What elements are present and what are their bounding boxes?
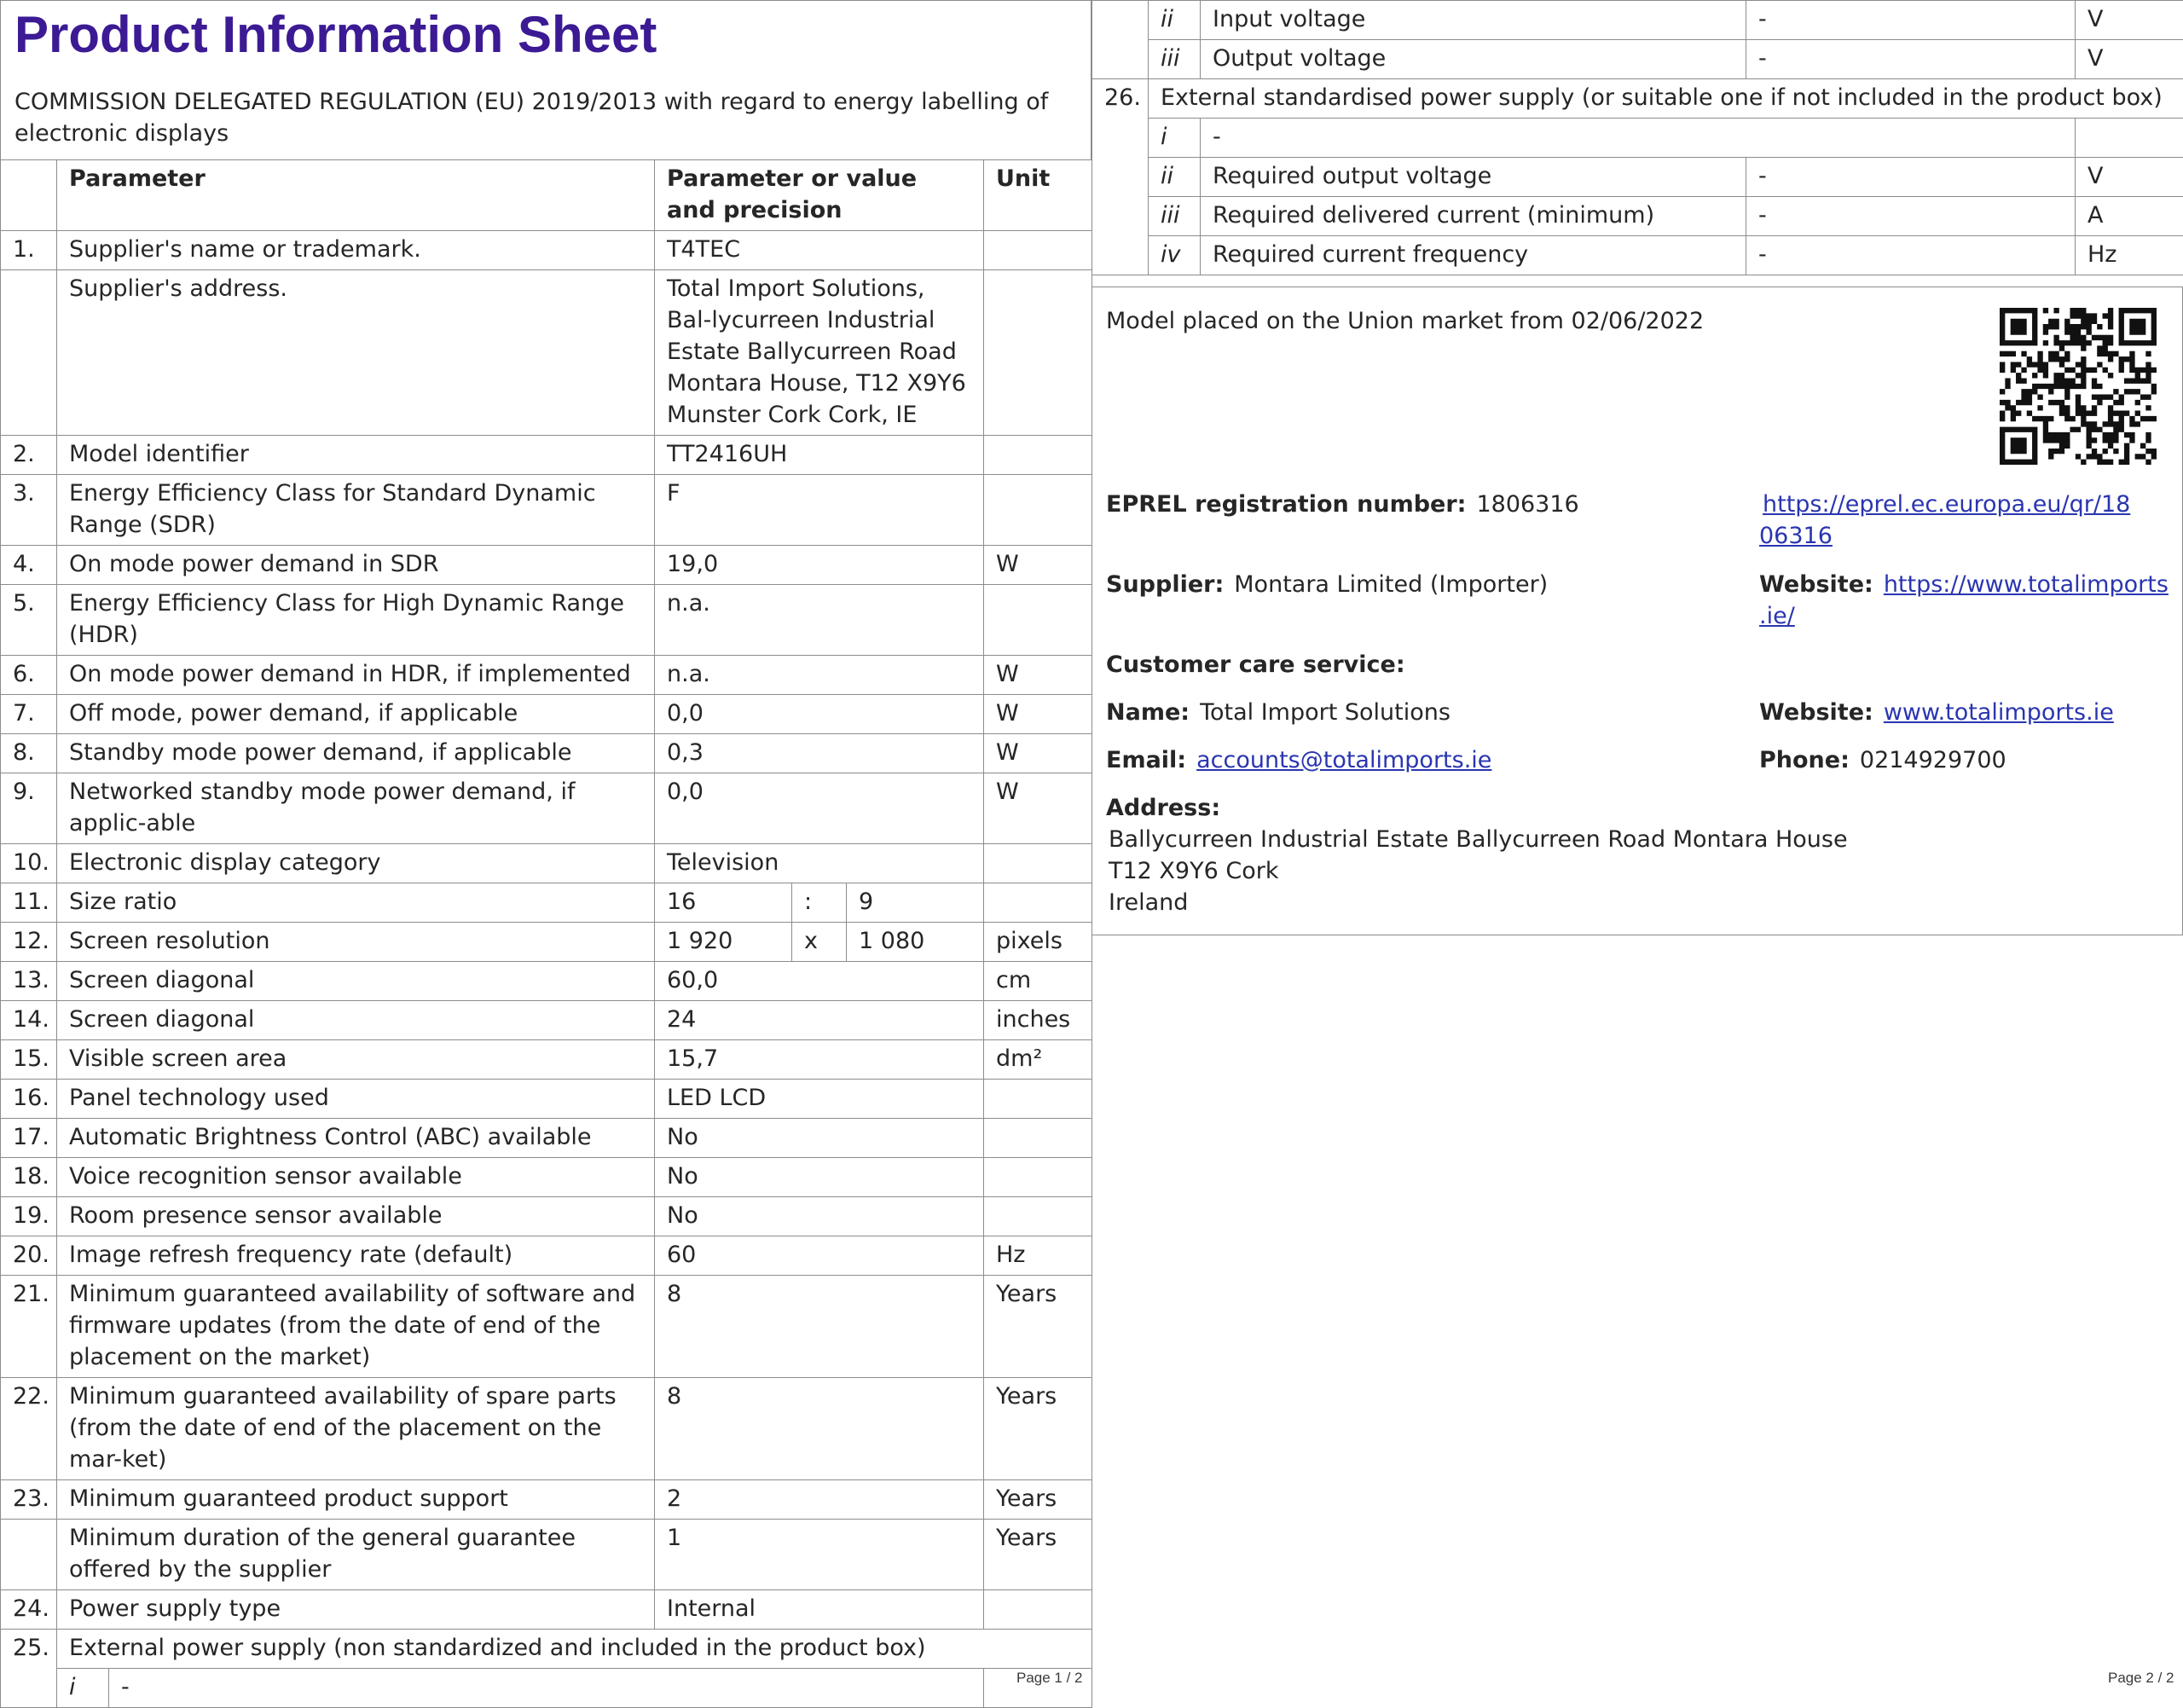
row-number: 10. bbox=[1, 843, 57, 883]
row-number: 15. bbox=[1, 1039, 57, 1079]
row-parameter: Screen diagonal bbox=[57, 961, 655, 1000]
row-value: - bbox=[1746, 236, 2076, 275]
parameter-header: Parameter bbox=[57, 159, 655, 230]
table-row bbox=[1, 1589, 1092, 1629]
row-number: 6. bbox=[1, 655, 57, 694]
eprel-link-part2[interactable]: 06316 bbox=[1759, 523, 1833, 549]
row-value: No bbox=[655, 1118, 984, 1157]
row-unit: inches bbox=[984, 1000, 1092, 1039]
address-block bbox=[1106, 792, 1848, 918]
row-unit bbox=[984, 1079, 1092, 1118]
supplier-address-value: Total Import Solutions, Bal-lycurreen Industrial Estate Ballycurreen Road Montara House, T12 X9Y6 Munster Cork Cork, IE bbox=[655, 269, 984, 435]
row-parameter: Networked standby mode power demand, if applic-able bbox=[57, 773, 655, 843]
row-number: 24. bbox=[1, 1589, 57, 1629]
row-number bbox=[1092, 1, 1149, 79]
customer-care-heading: Customer care service: bbox=[1106, 649, 1416, 680]
row-value: No bbox=[655, 1157, 984, 1196]
address-label: Address: bbox=[1106, 795, 1220, 821]
phone-line bbox=[1759, 744, 2006, 776]
row-unit: W bbox=[984, 655, 1092, 694]
row-unit: dm² bbox=[984, 1039, 1092, 1079]
row-number: 13. bbox=[1, 961, 57, 1000]
row-parameter: Off mode, power demand, if applicable bbox=[57, 694, 655, 733]
table-row bbox=[1, 1236, 1092, 1275]
name-label: Name: bbox=[1106, 699, 1190, 726]
table-row bbox=[1, 843, 1092, 883]
table-row bbox=[1, 1377, 1092, 1479]
eprel-number: 1806316 bbox=[1476, 491, 1578, 518]
row-value: LED LCD bbox=[655, 1079, 984, 1118]
row-value: 60,0 bbox=[655, 961, 984, 1000]
eprel-link[interactable] bbox=[1759, 489, 2160, 552]
row-parameter: Electronic display category bbox=[57, 843, 655, 883]
email-label: Email: bbox=[1106, 747, 1186, 773]
supplier-value: Montara Limited (Importer) bbox=[1234, 571, 1548, 598]
row-value: - bbox=[1746, 1, 2076, 40]
table-row bbox=[1, 1157, 1092, 1196]
eprel-registration bbox=[1106, 489, 1579, 520]
row-value: Television bbox=[655, 843, 984, 883]
external-power-supply-heading: External power supply (non standardized and included in the product box) bbox=[57, 1629, 1092, 1668]
row-parameter: Minimum guaranteed availability of software and firmware updates (from the date of end of the placement on the market) bbox=[57, 1275, 655, 1377]
row-unit: Years bbox=[984, 1275, 1092, 1377]
row-unit: V bbox=[2076, 158, 2183, 197]
parameters-table bbox=[0, 159, 1092, 1708]
table-row bbox=[1092, 119, 2183, 158]
row-value: T4TEC bbox=[655, 230, 984, 269]
row-value: 8 bbox=[655, 1377, 984, 1479]
table-row bbox=[1, 474, 1092, 545]
sub-item-number: iii bbox=[1149, 197, 1201, 236]
table-row bbox=[1092, 40, 2183, 79]
qr-code-icon[interactable] bbox=[2000, 308, 2157, 465]
table-row bbox=[1, 1039, 1092, 1079]
row-number: 2. bbox=[1, 435, 57, 474]
row-parameter: Visible screen area bbox=[57, 1039, 655, 1079]
supplier-line bbox=[1106, 569, 1548, 600]
row-parameter: Standby mode power demand, if applicable bbox=[57, 733, 655, 773]
row-parameter: Energy Efficiency Class for High Dynamic Range (HDR) bbox=[57, 584, 655, 655]
unit-header: Unit bbox=[984, 159, 1092, 230]
row-parameter: On mode power demand in SDR bbox=[57, 545, 655, 584]
row-parameter: - bbox=[1201, 119, 2076, 158]
row-number bbox=[1, 1519, 57, 1589]
table-row bbox=[1092, 236, 2183, 275]
table-row bbox=[1, 922, 1092, 961]
row-unit bbox=[984, 269, 1092, 435]
row-parameter: Input voltage bbox=[1201, 1, 1746, 40]
row-number: 26. bbox=[1092, 79, 1149, 275]
row-parameter: Supplier's address. bbox=[57, 269, 655, 435]
row-parameter: Automatic Brightness Control (ABC) available bbox=[57, 1118, 655, 1157]
row-number: 14. bbox=[1, 1000, 57, 1039]
row-value: 0,3 bbox=[655, 733, 984, 773]
resolution-width: 1 920 bbox=[655, 922, 792, 961]
row-unit bbox=[984, 230, 1092, 269]
row-unit bbox=[984, 435, 1092, 474]
row-parameter: Model identifier bbox=[57, 435, 655, 474]
table-row bbox=[1, 1519, 1092, 1589]
table-row bbox=[1092, 79, 2183, 119]
row-unit: Hz bbox=[984, 1236, 1092, 1275]
row-value: - bbox=[1746, 158, 2076, 197]
row-value: 60 bbox=[655, 1236, 984, 1275]
row-unit bbox=[984, 584, 1092, 655]
row-parameter: Room presence sensor available bbox=[57, 1196, 655, 1236]
eprel-label: EPREL registration number: bbox=[1106, 491, 1466, 518]
address-line-3: Ireland bbox=[1109, 889, 1188, 916]
row-unit: V bbox=[2076, 1, 2183, 40]
table-row bbox=[1, 1629, 1092, 1668]
row-number: 21. bbox=[1, 1275, 57, 1377]
row-number: 16. bbox=[1, 1079, 57, 1118]
row-unit bbox=[984, 843, 1092, 883]
address-line-2: T12 X9Y6 Cork bbox=[1109, 858, 1278, 884]
header-box bbox=[0, 0, 1092, 160]
standardised-power-supply-heading: External standardised power supply (or suitable one if not included in the product box) bbox=[1149, 79, 2183, 119]
table-row bbox=[1092, 1, 2183, 40]
row-parameter: Required output voltage bbox=[1201, 158, 1746, 197]
row-value: TT2416UH bbox=[655, 435, 984, 474]
row-parameter: Energy Efficiency Class for Standard Dynamic Range (SDR) bbox=[57, 474, 655, 545]
table-row bbox=[1, 655, 1092, 694]
row-parameter: Required current frequency bbox=[1201, 236, 1746, 275]
resolution-height: 1 080 bbox=[847, 922, 984, 961]
number-header bbox=[1, 159, 57, 230]
regulation-subtitle: COMMISSION DELEGATED REGULATION (EU) 2019/2013 with regard to energy labelling of electronic displays bbox=[14, 86, 1077, 149]
row-number: 9. bbox=[1, 773, 57, 843]
row-number: 19. bbox=[1, 1196, 57, 1236]
row-parameter: On mode power demand in HDR, if implemented bbox=[57, 655, 655, 694]
ratio-separator: : bbox=[792, 883, 847, 922]
row-unit: W bbox=[984, 733, 1092, 773]
page-number-1: Page 1 / 2 bbox=[1016, 1670, 1083, 1687]
row-value: - bbox=[1746, 40, 2076, 79]
row-unit bbox=[984, 883, 1092, 922]
row-number: 8. bbox=[1, 733, 57, 773]
row-parameter: Screen diagonal bbox=[57, 1000, 655, 1039]
table-row bbox=[1, 1668, 1092, 1707]
row-unit bbox=[984, 1589, 1092, 1629]
row-parameter: Screen resolution bbox=[57, 922, 655, 961]
sub-item-number: ii bbox=[1149, 158, 1201, 197]
table-row bbox=[1, 1118, 1092, 1157]
table-row bbox=[1, 883, 1092, 922]
row-value: 19,0 bbox=[655, 545, 984, 584]
row-parameter: Image refresh frequency rate (default) bbox=[57, 1236, 655, 1275]
row-value: 8 bbox=[655, 1275, 984, 1377]
supplier-website-link-part2[interactable]: .ie/ bbox=[1759, 603, 1795, 629]
row-parameter: Panel technology used bbox=[57, 1079, 655, 1118]
row-number: 17. bbox=[1, 1118, 57, 1157]
row-value: - bbox=[1746, 197, 2076, 236]
address-line-1: Ballycurreen Industrial Estate Ballycurreen Road Montara House bbox=[1109, 826, 1848, 853]
table-row bbox=[1, 1479, 1092, 1519]
row-value: 1 bbox=[655, 1519, 984, 1589]
row-value: F bbox=[655, 474, 984, 545]
row-parameter: Minimum guaranteed product support bbox=[57, 1479, 655, 1519]
row-number: 23. bbox=[1, 1479, 57, 1519]
row-number: 22. bbox=[1, 1377, 57, 1479]
table-row bbox=[1, 961, 1092, 1000]
website-label: Website: bbox=[1759, 571, 1873, 598]
row-unit: W bbox=[984, 694, 1092, 733]
row-number: 3. bbox=[1, 474, 57, 545]
row-number: 4. bbox=[1, 545, 57, 584]
table-row bbox=[1092, 197, 2183, 236]
row-unit: Years bbox=[984, 1519, 1092, 1589]
row-number bbox=[1, 269, 57, 435]
row-unit bbox=[2076, 119, 2183, 158]
row-unit: Years bbox=[984, 1377, 1092, 1479]
table-row bbox=[1, 733, 1092, 773]
table-row bbox=[1, 1000, 1092, 1039]
care-name-line bbox=[1106, 697, 1451, 728]
care-website-label: Website: bbox=[1759, 699, 1873, 726]
ratio-height: 9 bbox=[847, 883, 984, 922]
table-row bbox=[1, 694, 1092, 733]
care-website-link[interactable]: www.totalimports.ie bbox=[1884, 699, 2114, 726]
row-value: 24 bbox=[655, 1000, 984, 1039]
phone-value: 0214929700 bbox=[1860, 747, 2006, 773]
row-value: 0,0 bbox=[655, 773, 984, 843]
row-parameter: Size ratio bbox=[57, 883, 655, 922]
row-number: 18. bbox=[1, 1157, 57, 1196]
table-row bbox=[1, 545, 1092, 584]
row-value: n.a. bbox=[655, 584, 984, 655]
name-value: Total Import Solutions bbox=[1200, 699, 1451, 726]
table-row bbox=[1, 230, 1092, 269]
table-row bbox=[1, 1275, 1092, 1377]
table-row bbox=[1092, 158, 2183, 197]
row-number: 1. bbox=[1, 230, 57, 269]
row-unit: V bbox=[2076, 40, 2183, 79]
page-2 bbox=[1092, 0, 2183, 275]
table-row bbox=[1, 584, 1092, 655]
page-title: Product Information Sheet bbox=[14, 4, 1077, 66]
row-unit: A bbox=[2076, 197, 2183, 236]
row-value: 15,7 bbox=[655, 1039, 984, 1079]
resolution-separator: x bbox=[792, 922, 847, 961]
row-parameter: Voice recognition sensor available bbox=[57, 1157, 655, 1196]
row-number: 7. bbox=[1, 694, 57, 733]
sub-item-number: i bbox=[57, 1668, 109, 1707]
row-unit: Years bbox=[984, 1479, 1092, 1519]
power-supply-table bbox=[1092, 0, 2183, 275]
row-value: Internal bbox=[655, 1589, 984, 1629]
supplier-info-box bbox=[1092, 287, 2183, 935]
phone-label: Phone: bbox=[1759, 747, 1850, 773]
sub-item-text: - bbox=[109, 1668, 984, 1707]
row-unit bbox=[984, 1157, 1092, 1196]
row-unit bbox=[984, 1118, 1092, 1157]
supplier-label: Supplier: bbox=[1106, 571, 1224, 598]
email-link[interactable]: accounts@totalimports.ie bbox=[1196, 747, 1491, 773]
table-row bbox=[1, 435, 1092, 474]
row-value: n.a. bbox=[655, 655, 984, 694]
row-parameter: Required delivered current (minimum) bbox=[1201, 197, 1746, 236]
row-parameter: Supplier's name or trademark. bbox=[57, 230, 655, 269]
row-number: 5. bbox=[1, 584, 57, 655]
row-value: 0,0 bbox=[655, 694, 984, 733]
sub-item-number: iv bbox=[1149, 236, 1201, 275]
row-number: 11. bbox=[1, 883, 57, 922]
row-unit: pixels bbox=[984, 922, 1092, 961]
row-unit: W bbox=[984, 545, 1092, 584]
row-number: 12. bbox=[1, 922, 57, 961]
table-row bbox=[1, 773, 1092, 843]
table-row bbox=[1, 1196, 1092, 1236]
supplier-website-link-part1[interactable]: https://www.totalimports bbox=[1884, 571, 2169, 598]
sub-item-number: ii bbox=[1149, 1, 1201, 40]
row-number: 20. bbox=[1, 1236, 57, 1275]
row-unit: Hz bbox=[2076, 236, 2183, 275]
row-number: 25. bbox=[1, 1629, 57, 1707]
sub-item-number: iii bbox=[1149, 40, 1201, 79]
row-parameter: Power supply type bbox=[57, 1589, 655, 1629]
row-unit: W bbox=[984, 773, 1092, 843]
care-website-line bbox=[1759, 697, 2114, 728]
row-unit: cm bbox=[984, 961, 1092, 1000]
table-row bbox=[1, 269, 1092, 435]
sub-item-number: i bbox=[1149, 119, 1201, 158]
page-number-2: Page 2 / 2 bbox=[2108, 1670, 2174, 1687]
value-header: Parameter or value and precision bbox=[655, 159, 984, 230]
row-parameter: Output voltage bbox=[1201, 40, 1746, 79]
row-unit bbox=[984, 474, 1092, 545]
email-line bbox=[1106, 744, 1491, 776]
row-parameter: Minimum duration of the general guarantee offered by the supplier bbox=[57, 1519, 655, 1589]
row-value: No bbox=[655, 1196, 984, 1236]
table-header-row bbox=[1, 159, 1092, 230]
supplier-website bbox=[1759, 569, 2169, 632]
table-row bbox=[1, 1079, 1092, 1118]
row-value: 2 bbox=[655, 1479, 984, 1519]
row-unit bbox=[984, 1196, 1092, 1236]
ratio-width: 16 bbox=[655, 883, 792, 922]
row-parameter: Minimum guaranteed availability of spare parts (from the date of end of the placement on the mar-ket) bbox=[57, 1377, 655, 1479]
market-placement-date: Model placed on the Union market from 02/06/2022 bbox=[1106, 305, 1704, 337]
eprel-link-part1[interactable]: https://eprel.ec.europa.eu/qr/18 bbox=[1763, 491, 2130, 518]
